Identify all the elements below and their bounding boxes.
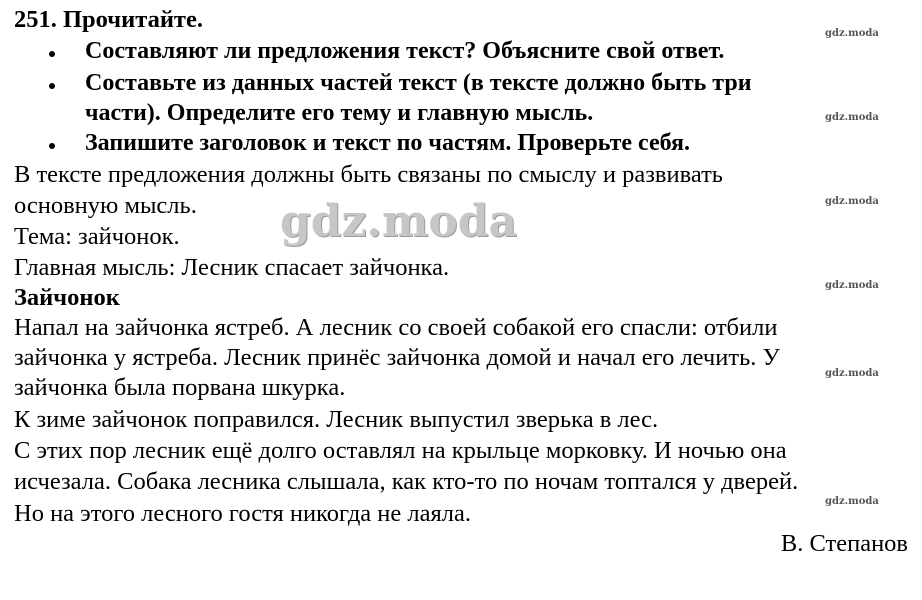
watermark-small-3: gdz.moda (825, 196, 879, 207)
bullet-2-line-2: части). Определите его тему и главную мысль. (85, 100, 594, 126)
answer-intro-line-1: В тексте предложения должны быть связаны по смыслу и развивать (14, 161, 723, 188)
watermark-small-1: gdz.moda (825, 28, 879, 39)
bullet-dot-2 (49, 83, 55, 89)
answer-intro-line-2: основную мысль. (14, 192, 197, 219)
watermark-small-6: gdz.moda (825, 496, 879, 507)
story-author: В. Степанов (780, 530, 908, 557)
bullet-dot-1 (49, 51, 55, 57)
bullet-3-line-1: Запишите заголовок и текст по частям. Проверьте себя. (85, 130, 691, 156)
story-title: Зайчонок (14, 284, 120, 311)
watermark-small-5: gdz.moda (825, 368, 879, 379)
story-line-4: К зиме зайчонок поправился. Лесник выпустил зверька в лес. (14, 406, 659, 433)
answer-topic: Тема: зайчонок. (14, 223, 180, 250)
watermark-small-4: gdz.moda (825, 280, 879, 291)
answer-main-idea: Главная мысль: Лесник спасает зайчонка. (14, 254, 450, 281)
exercise-title: 251. Прочитайте. (14, 6, 203, 33)
bullet-dot-3 (49, 143, 55, 149)
bullet-2-line-1: Составьте из данных частей текст (в тексте должно быть три (85, 70, 752, 96)
story-line-2: зайчонка у ястреба. Лесник принёс зайчонка домой и начал его лечить. У (14, 344, 780, 371)
story-line-6: исчезала. Собака лесника слышала, как кто-то по ночам топтался у дверей. (14, 468, 799, 495)
story-line-7: Но на этого лесного гостя никогда не лаяла. (14, 500, 471, 527)
story-line-3: зайчонка была порвана шкурка. (14, 374, 346, 401)
watermark-large: gdz.moda (280, 196, 518, 247)
story-line-5: С этих пор лесник ещё долго оставлял на крыльце морковку. И ночью она (14, 437, 787, 464)
bullet-1-line-1: Составляют ли предложения текст? Объясните свой ответ. (85, 38, 725, 64)
story-line-1: Напал на зайчонка ястреб. А лесник со своей собакой его спасли: отбили (14, 314, 778, 341)
watermark-small-2: gdz.moda (825, 112, 879, 123)
